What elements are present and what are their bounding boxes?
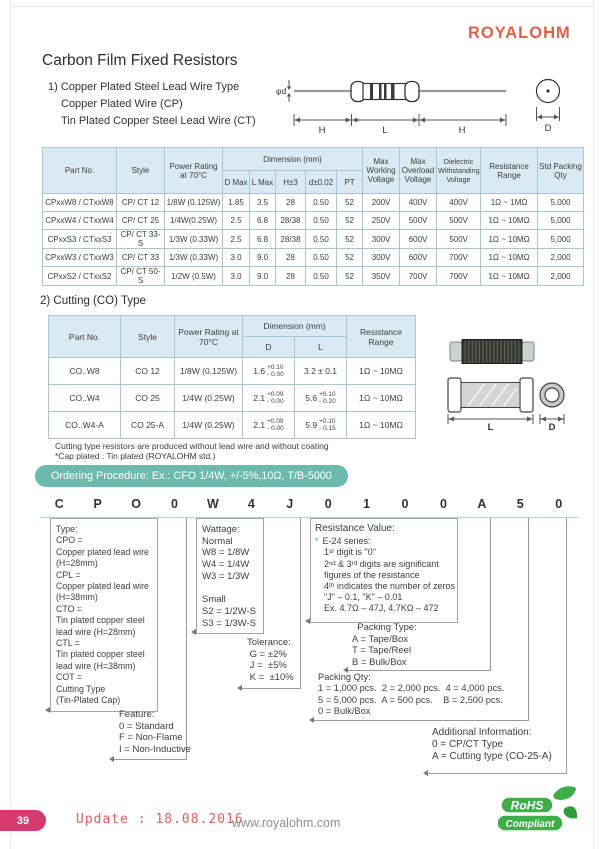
table-cell: 52 xyxy=(337,249,363,267)
table-notes xyxy=(55,441,329,461)
table-cell: CPxxW8 / CTxxW8 xyxy=(43,194,117,212)
table-cell: 1.6 +0.10 - 0.00 xyxy=(243,358,295,385)
col-pt: PT xyxy=(337,171,363,194)
table-cell: 5.6 +0.10 - 0.20 xyxy=(295,385,347,412)
table-cell: CP/ CT 12 xyxy=(117,194,165,212)
table-cell: CO..W8 xyxy=(49,358,121,385)
text-line: W3 = 1/3W xyxy=(202,570,250,582)
leaf-icon xyxy=(553,786,576,800)
page-edge-left xyxy=(10,0,11,849)
code-char: P xyxy=(93,497,102,511)
table-cell: CPxxS3 / CTxxS3 xyxy=(43,230,117,249)
code-char: C xyxy=(54,497,64,511)
table-cell: 3.0 xyxy=(223,249,250,267)
code-char: 0 xyxy=(401,497,409,511)
ring-inner xyxy=(545,388,559,402)
page-edge-right xyxy=(593,0,594,849)
text-line: CPL = xyxy=(56,569,81,580)
feature-legend xyxy=(119,709,191,755)
cp-ct-spec-table xyxy=(42,147,584,286)
table-cell: 3.2 ± 0.1 xyxy=(295,358,347,385)
code-char: 0 xyxy=(439,497,447,511)
website-url: www.royalohm.com xyxy=(232,816,341,830)
text-line: J = ±5% xyxy=(247,660,287,672)
text-line: 0 = Bulk/Box xyxy=(318,705,371,716)
text-line: Small xyxy=(202,594,226,606)
table-cell: 1/4W(0.25W) xyxy=(165,212,223,230)
table-cell: 400V xyxy=(400,194,437,212)
text-line: figures of the resistance xyxy=(324,569,420,580)
arrow-left-icon xyxy=(423,770,428,776)
table-cell: CP/ CT 33 xyxy=(117,249,165,267)
code-char: O xyxy=(131,497,141,511)
arrow-left-icon xyxy=(109,756,114,762)
table-cell: 1Ω ~ 10MΩ xyxy=(481,212,538,230)
table-cell: 300V xyxy=(363,249,400,267)
text-line: K = ±10% xyxy=(247,672,294,684)
text-line: Tin plated copper steel xyxy=(56,649,145,660)
table-cell: 9.0 xyxy=(250,267,276,286)
arrow-down-icon xyxy=(287,87,291,91)
table-row xyxy=(43,194,584,212)
text-line: (H=38mm) xyxy=(56,592,98,603)
brand-logo: ROYALOHM xyxy=(468,24,571,42)
table-cell: 700V xyxy=(437,249,481,267)
code-char: 5 xyxy=(516,497,524,511)
table-row xyxy=(43,212,584,230)
bullet-icon: * xyxy=(315,536,319,547)
text-line: S3 = 1/3W-S xyxy=(202,617,256,629)
col-l-max: L Max xyxy=(250,171,276,194)
table-cell: 0.50 xyxy=(306,212,337,230)
table-cell: CPxxW3 / CTxxW3 xyxy=(43,249,117,267)
text-line: 5 = 5,000 pcs. A = 500 pcs. B = 2,500 pcs. xyxy=(318,694,503,705)
dim-l-label: L xyxy=(382,125,388,136)
table-cell: 1Ω ~ 1MΩ xyxy=(481,194,538,212)
table-cell: 1.85 xyxy=(223,194,250,212)
table-cell: 2.5 xyxy=(223,230,250,249)
table-cell: 350V xyxy=(363,267,400,286)
axial-resistor-diagram xyxy=(276,76,591,144)
table-cell: 2.5 xyxy=(223,212,250,230)
code-char: 0 xyxy=(324,497,332,511)
col-resistance-range: Resistance Range xyxy=(347,316,416,358)
col-resistance-range: Resistance Range xyxy=(481,148,538,194)
text-line: Cutting Type xyxy=(56,683,106,694)
text-line: A = Tape/Box xyxy=(352,633,409,645)
col-dielectric: Dielectric Withstanding Voltage xyxy=(437,148,481,194)
text-line: Packing Type: xyxy=(352,622,417,633)
lead-wire-type-line1: 1) Copper Plated Steel Lead Wire Type xyxy=(48,81,240,93)
ordering-procedure-banner: Ordering Procedure: Ex.: CFO 1/4W, +/-5%,10Ω, T/B-5000 xyxy=(35,465,348,487)
dim-d-label: D xyxy=(548,422,556,432)
col-max-overload: Max Overload Voltage xyxy=(400,148,437,194)
table-cell: 1Ω ~ 10MΩ xyxy=(347,385,416,412)
table-row xyxy=(49,358,416,385)
table-cell: CO 25-A xyxy=(121,412,175,439)
arrow-left-icon xyxy=(45,707,50,713)
text-line: CTL = xyxy=(56,638,80,649)
table-cell: 1/4W (0.25W) xyxy=(175,412,243,439)
page-edge-top xyxy=(10,6,594,7)
page-number-badge: 39 xyxy=(0,810,46,831)
text-line: I = Non-Inductive xyxy=(119,743,192,755)
table-cell: CP/ CT 33-S xyxy=(117,230,165,249)
text-line: COT = xyxy=(56,672,82,683)
lead-wire-left xyxy=(294,90,351,92)
text-line: "J" – 0.1, "K" – 0.01 xyxy=(324,592,403,603)
table-cell: 0.50 xyxy=(306,230,337,249)
leaf-icon xyxy=(564,806,577,818)
table-cell: 28 xyxy=(276,249,306,267)
code-char: W xyxy=(206,497,219,511)
text-line: S2 = 1/2W-S xyxy=(202,605,256,617)
text-line: Copper plated lead wire xyxy=(56,581,149,592)
table-cell: CP/ CT 50-S xyxy=(117,267,165,286)
lead-wire-right xyxy=(419,90,506,92)
table-cell: 1/2W (0.5W) xyxy=(165,267,223,286)
table-cell: 1Ω ~ 10MΩ xyxy=(347,412,416,439)
photo-cap-left xyxy=(450,342,462,361)
drawing-cap-right xyxy=(520,378,533,412)
text-line: Type: xyxy=(56,524,78,534)
table-cell: CO..W4-A xyxy=(49,412,121,439)
table-cell: 52 xyxy=(337,267,363,286)
table-cell: 500V xyxy=(437,212,481,230)
tolerance-legend xyxy=(247,637,294,684)
table-cell: 6.8 xyxy=(250,230,276,249)
text-line: T = Tape/Reel xyxy=(352,645,412,656)
table-cell: 700V xyxy=(400,267,437,286)
cutting-resistor-diagram xyxy=(442,330,572,432)
table-cell: 2.1 +0.09 - 0.00 xyxy=(243,412,295,439)
table-cell: 2,000 xyxy=(538,249,584,267)
table-row xyxy=(43,249,584,267)
table-cell: CP/ CT 25 xyxy=(117,212,165,230)
note-line1: Cutting type resistors are produced without lead wire and without coating xyxy=(55,441,329,451)
text-line: B = Bulk/Box xyxy=(352,656,407,668)
text-line: Normal xyxy=(202,535,233,547)
col-power-rating: Power Rating at 70°C xyxy=(175,316,243,358)
table-row xyxy=(43,267,584,286)
col-part-no: Part No. xyxy=(43,148,117,194)
text-line: F = Non-Flame xyxy=(119,732,183,743)
text-line: W8 = 1/8W xyxy=(202,547,250,559)
text-line: G = ±2% xyxy=(247,648,287,660)
table-cell: 1/8W (0.125W) xyxy=(175,358,243,385)
text-line: Tolerance: xyxy=(247,637,291,648)
text-line: Packing Qty: xyxy=(318,672,371,682)
code-char: A xyxy=(477,497,487,511)
text-line: A = Cutting type (CO-25-A) xyxy=(432,751,552,762)
table-cell: 300V xyxy=(363,230,400,249)
text-line: 2ⁿᵈ & 3ʳᵈ digits are significant xyxy=(324,558,439,569)
table-cell: 0.50 xyxy=(306,194,337,212)
table-cell: 1/3W (0.33W) xyxy=(165,230,223,249)
text-line: Wattage: xyxy=(202,524,240,535)
table-cell: 0.50 xyxy=(306,249,337,267)
phi-d-label: φd xyxy=(276,86,287,96)
text-line: Copper plated lead wire xyxy=(56,546,149,557)
ordering-code-row xyxy=(40,497,578,511)
table-cell: 250V xyxy=(363,212,400,230)
code-char: 0 xyxy=(555,497,563,511)
arrow-left-icon xyxy=(191,629,196,635)
table-cell: 3.0 xyxy=(223,267,250,286)
text-line: 0 = Standard xyxy=(119,720,174,732)
col-power-rating: Power Rating at 70°C xyxy=(165,148,223,194)
col-d-tol: d±0.02 xyxy=(306,171,337,194)
cutting-type-heading: 2) Cutting (CO) Type xyxy=(40,295,146,307)
table-cell: CO..W4 xyxy=(49,385,121,412)
text-line: Tin plated copper steel xyxy=(56,615,145,626)
dim-h-right-label: H xyxy=(458,125,466,136)
col-style: Style xyxy=(117,148,165,194)
text-line: Additional Information: xyxy=(432,727,532,738)
table-cell: 0.50 xyxy=(306,267,337,286)
table-cell: 1/8W (0.125W) xyxy=(165,194,223,212)
table-cell: 52 xyxy=(337,194,363,212)
lead-wire-type-line2: Copper Plated Wire (CP) xyxy=(61,98,183,110)
page-title: Carbon Film Fixed Resistors xyxy=(42,52,238,69)
text-line: (H=28mm) xyxy=(56,558,98,569)
text-line: 1 = 1,000 pcs. 2 = 2,000 pcs. 4 = 4,000 pcs. xyxy=(318,683,505,694)
table-cell: 2.1 +0.09 - 0.00 xyxy=(243,385,295,412)
table-cell: 3.5 xyxy=(250,194,276,212)
resistance-value-title: Resistance Value: xyxy=(315,523,395,534)
col-std-packing: Std Packing Qty xyxy=(538,148,584,194)
table-cell: 1Ω ~ 10MΩ xyxy=(347,358,416,385)
dim-h-left-label: H xyxy=(318,125,326,136)
table-cell: 5,000 xyxy=(538,194,584,212)
table-cell: 28/38 xyxy=(276,230,306,249)
table-cell: 52 xyxy=(337,230,363,249)
text-line: CPO = xyxy=(56,535,83,546)
table-cell: 600V xyxy=(400,249,437,267)
col-dimension: Dimension (mm) xyxy=(243,316,347,337)
table-cell: 1Ω ~ 10MΩ xyxy=(481,267,538,286)
col-d-max: D Max xyxy=(223,171,250,194)
table-cell: 5,000 xyxy=(538,230,584,249)
text-line: W4 = 1/4W xyxy=(202,559,250,571)
text-line: (Tin-Plated Cap) xyxy=(56,695,121,706)
table-row xyxy=(43,230,584,249)
arrow-left-icon xyxy=(305,618,310,624)
col-d: D xyxy=(243,337,295,358)
table-cell: 2,000 xyxy=(538,267,584,286)
code-char: 0 xyxy=(171,497,178,511)
code-char: 4 xyxy=(247,497,255,511)
update-date: Update : 18.08.2016 xyxy=(76,812,244,827)
table-cell: 6.8 xyxy=(250,212,276,230)
drawing-cap-left xyxy=(448,378,461,412)
table-cell: CO 25 xyxy=(121,385,175,412)
lead-wire-type-line3: Tin Plated Copper Steel Lead Wire (CT) xyxy=(61,115,256,127)
col-l: L xyxy=(295,337,347,358)
text-line: 4ᵗʰ indicates the number of zeros xyxy=(324,581,455,592)
additional-info-legend xyxy=(432,727,552,763)
table-cell: 9.0 xyxy=(250,249,276,267)
table-cell: 1/3W (0.33W) xyxy=(165,249,223,267)
arrow-left-icon xyxy=(237,685,242,691)
compliant-text: Compliant xyxy=(505,819,555,830)
text-line: 1ˢᵗ digit is "0" xyxy=(324,547,376,558)
text-line: 0 = CP/CT Type xyxy=(432,739,504,750)
col-part-no: Part No. xyxy=(49,316,121,358)
text-line: lead wire (H=38mm) xyxy=(56,660,136,671)
note-line2: *Cap plated : Tin plated (ROYALOHM std.) xyxy=(55,451,216,461)
table-cell: 200V xyxy=(363,194,400,212)
text-line: Feature: xyxy=(119,709,155,720)
table-cell: 500V xyxy=(437,230,481,249)
table-row xyxy=(49,385,416,412)
code-char: J xyxy=(286,497,294,511)
photo-body xyxy=(462,340,522,364)
table-cell: CO 12 xyxy=(121,358,175,385)
resistor-cap-right xyxy=(405,82,419,102)
code-char: 1 xyxy=(363,497,371,511)
table-cell: 52 xyxy=(337,212,363,230)
table-cell: 28 xyxy=(276,194,306,212)
table-cell: 1Ω ~ 10MΩ xyxy=(481,249,538,267)
col-max-working: Max Working Voltage xyxy=(363,148,400,194)
table-cell: 28 xyxy=(276,267,306,286)
cutting-type-table xyxy=(48,315,416,439)
table-cell: 1Ω ~ 10MΩ xyxy=(481,230,538,249)
col-h: H±3 xyxy=(276,171,306,194)
table-cell: 400V xyxy=(437,194,481,212)
col-dimension: Dimension (mm) xyxy=(223,148,363,171)
dim-l-label: L xyxy=(487,422,494,432)
table-cell: 1/4W (0.25W) xyxy=(175,385,243,412)
lead-wire-type-list xyxy=(48,79,256,130)
table-cell: 28/38 xyxy=(276,212,306,230)
dim-d-label: D xyxy=(544,123,552,134)
table-cell: 5,000 xyxy=(538,212,584,230)
rohs-logo xyxy=(495,785,579,837)
text-line: lead wire (H=28mm) xyxy=(56,626,136,637)
col-style: Style xyxy=(121,316,175,358)
table-cell: CPxxS2 / CTxxS2 xyxy=(43,267,117,286)
photo-cap-right xyxy=(522,342,534,361)
rohs-text: RoHS xyxy=(510,798,544,813)
table-cell: 700V xyxy=(437,267,481,286)
arrow-left-icon xyxy=(309,717,314,723)
table-cell: CPxxW4 / CTxxW4 xyxy=(43,212,117,230)
table-cell: 5.9 +0.10 - 0.15 xyxy=(295,412,347,439)
text-line: Ex. 4.7Ω – 47J, 4.7KΩ – 472 xyxy=(324,603,439,614)
table-cell: 600V xyxy=(400,230,437,249)
text-line: CTO = xyxy=(56,603,82,614)
table-cell: 500V xyxy=(400,212,437,230)
e24-series-label: E-24 series: xyxy=(322,536,371,547)
table-row xyxy=(49,412,416,439)
arrow-up-icon xyxy=(287,93,291,97)
